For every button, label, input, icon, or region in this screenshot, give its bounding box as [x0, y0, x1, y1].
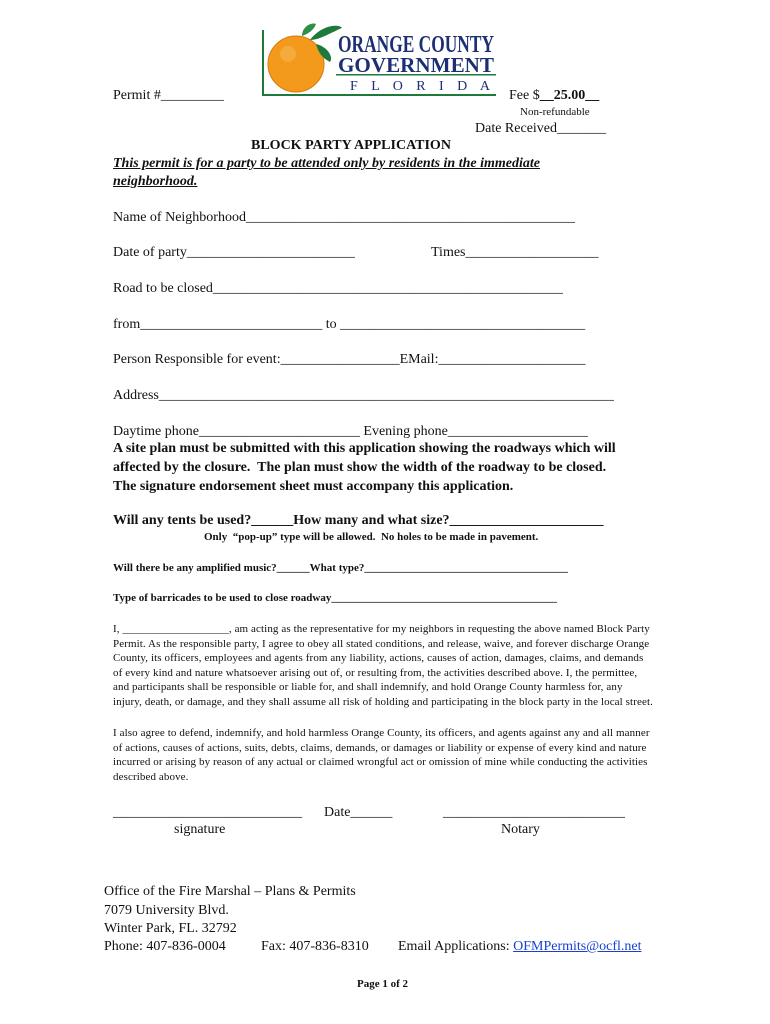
- office-phone: Phone: 407-836-0004: [104, 939, 226, 954]
- office-fax: Fax: 407-836-8310: [261, 939, 369, 954]
- times-field[interactable]: Times___________________: [431, 245, 599, 260]
- logo-line1: ORANGE COUNTY: [338, 32, 494, 58]
- neighborhood-field[interactable]: Name of Neighborhood_______________________________________________: [113, 210, 575, 225]
- popup-note: Only “pop-up” type will be allowed. No holes to be made in pavement.: [204, 531, 539, 543]
- non-refundable-note: Non-refundable: [520, 106, 590, 118]
- office-name: Office of the Fire Marshal – Plans & Permits: [104, 884, 356, 899]
- address-field[interactable]: Address_________________________________________________________________: [113, 388, 614, 403]
- email-applications: [398, 939, 642, 955]
- notary-label: Notary: [501, 822, 540, 837]
- subtitle-line-2: neighborhood.: [113, 174, 198, 189]
- tents-field[interactable]: Will any tents be used?______How many and what size?______________________: [113, 513, 604, 528]
- orange-county-logo: [262, 22, 498, 98]
- site-plan-line-1: A site plan must be submitted with this application showing the roadways which will: [113, 441, 616, 456]
- email-link[interactable]: OFMPermits@ocfl.net: [513, 939, 642, 954]
- logo-line2: GOVERNMENT: [338, 53, 494, 77]
- responsible-email-field[interactable]: Person Responsible for event:_________________EMail:_____________________: [113, 352, 586, 367]
- date-of-party-field[interactable]: Date of party________________________: [113, 245, 355, 260]
- from-to-field[interactable]: from__________________________ to ___________________________________: [113, 317, 586, 332]
- site-plan-line-2: affected by the closure. The plan must show the width of the roadway to be closed.: [113, 460, 607, 475]
- office-street: 7079 University Blvd.: [104, 903, 229, 918]
- notary-line[interactable]: __________________________: [443, 805, 625, 820]
- page-title: BLOCK PARTY APPLICATION: [251, 138, 451, 153]
- signature-date-field[interactable]: Date______: [324, 805, 393, 820]
- road-closed-field[interactable]: Road to be closed__________________________________________________: [113, 281, 563, 296]
- amplified-music-field[interactable]: Will there be any amplified music?______What type?_____________________________________: [113, 562, 568, 574]
- permit-number-field[interactable]: Permit #_________: [113, 88, 224, 103]
- fee-value: __25.00__: [539, 88, 600, 103]
- date-received-field[interactable]: Date Received_______: [475, 121, 607, 136]
- subtitle-line-1: This permit is for a party to be attended only by residents in the immediate: [113, 156, 540, 171]
- waiver-paragraph-1: I, ___________________, am acting as the representative for my neighbors in requesting the above named Block Party Permit. As the responsible party, I agree to obey all stated conditions, and release, waive, and forever discharge Orange County, its officers, employees and agents from any liability, actions, causes of action, damages, claims, and demands of every kind and nature whatsoever arising out of, or resulting from, the activities described above. I, the permittee, and participants shall be responsible or liable for, and shall indemnify, and hold Orange County harmless for, any injury, death, or damage, and they shall assume all risk of holding and participating in the block party in the local street.: [113, 623, 653, 708]
- email-label: Email Applications:: [398, 939, 514, 954]
- signature-label: signature: [174, 822, 226, 837]
- page-number: Page 1 of 2: [357, 978, 409, 990]
- orange-fruit-icon: [268, 36, 324, 92]
- site-plan-line-3: The signature endorsement sheet must accompany this application.: [113, 479, 514, 494]
- logo-line3: F L O R I D A: [350, 79, 490, 94]
- barricades-field[interactable]: Type of barricades to be used to close roadway_________________________________________: [113, 592, 557, 604]
- waiver-paragraph-2: I also agree to defend, indemnify, and hold harmless Orange County, its officers, and agents against any and all manner of actions, causes of actions, suits, debts, claims, demands, or damages or liability or expense of every kind and nature incurred or arising by reason of any actual or claimed wrongful act or omission of mine while conducting the activities described above.: [113, 727, 650, 783]
- phone-fields[interactable]: Daytime phone_______________________ Evening phone____________________: [113, 424, 588, 439]
- office-city: Winter Park, FL. 32792: [104, 921, 237, 936]
- signature-line[interactable]: ___________________________: [113, 805, 302, 820]
- fee-field: [509, 88, 599, 104]
- fee-prefix: Fee $: [509, 88, 540, 103]
